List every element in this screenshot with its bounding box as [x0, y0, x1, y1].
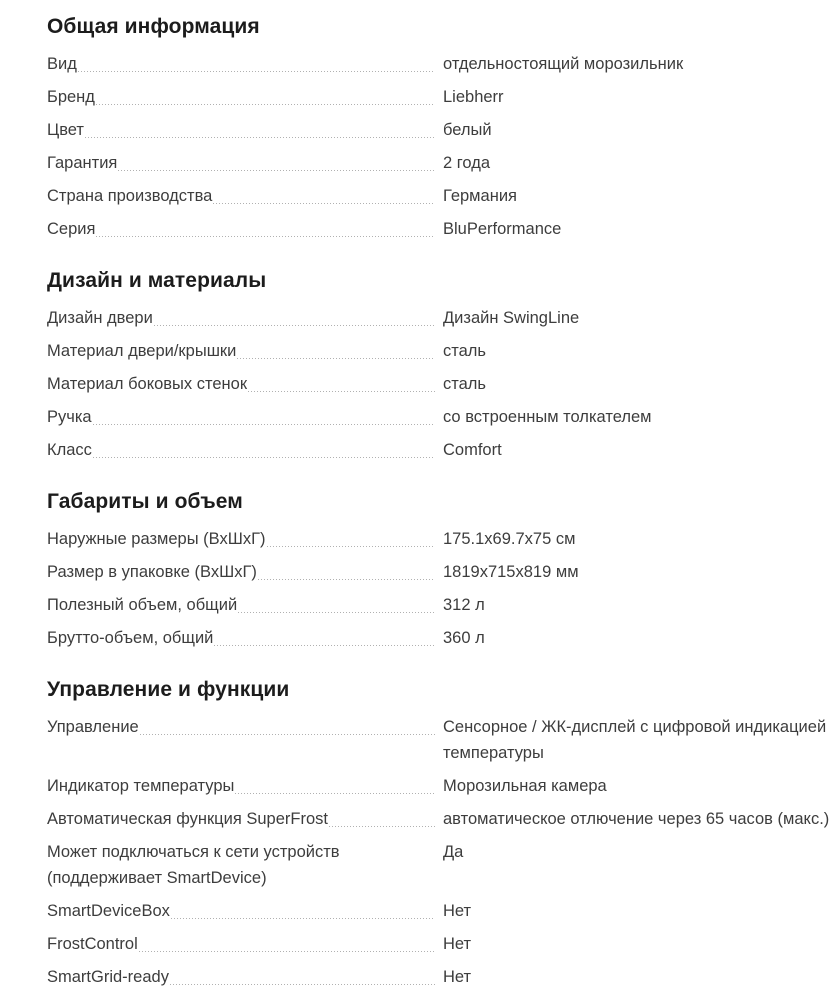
- spec-label-cell: [47, 964, 443, 990]
- spec-value: 312 л: [443, 596, 485, 614]
- spec-label: Материал двери/крышки: [47, 342, 237, 360]
- spec-row: [47, 180, 830, 213]
- dotted-leader: [248, 391, 435, 392]
- spec-label: Ручка: [47, 408, 92, 426]
- dotted-leader: [258, 579, 435, 580]
- dotted-leader: [329, 826, 435, 827]
- spec-row: [47, 368, 830, 401]
- spec-value: Нет: [443, 968, 472, 986]
- spec-value: сталь: [443, 342, 487, 360]
- spec-row: [47, 836, 830, 895]
- spec-value: Comfort: [443, 441, 502, 459]
- section-rows: [47, 48, 830, 246]
- spec-label-cell: [47, 839, 443, 891]
- dotted-leader: [267, 546, 435, 547]
- spec-row: [47, 81, 830, 114]
- spec-label: Серия: [47, 220, 96, 238]
- spec-label-cell: [47, 898, 443, 924]
- spec-row: [47, 928, 830, 961]
- spec-label-cell: [47, 305, 443, 331]
- spec-label: Вид: [47, 55, 77, 73]
- spec-label: Наружные размеры (ВхШхГ): [47, 530, 266, 548]
- spec-label-cell: [47, 338, 443, 364]
- spec-value: 175.1x69.7x75 см: [443, 530, 576, 548]
- spec-label-cell: [47, 150, 443, 176]
- spec-label-cell: [47, 404, 443, 430]
- dotted-leader: [238, 612, 435, 613]
- spec-label: Гарантия: [47, 154, 118, 172]
- spec-row: [47, 622, 830, 655]
- spec-label: Бренд: [47, 88, 95, 106]
- dotted-leader: [214, 645, 435, 646]
- spec-label-cell: [47, 625, 443, 651]
- spec-label-cell: [47, 526, 443, 552]
- spec-row: [47, 401, 830, 434]
- spec-label: Брутто-объем, общий: [47, 629, 214, 647]
- spec-value: Морозильная камера: [443, 777, 607, 795]
- spec-label: Класс: [47, 441, 92, 459]
- spec-section: [47, 487, 830, 655]
- section-title: Дизайн и материалы: [47, 269, 267, 292]
- spec-value: отдельностоящий морозильник: [443, 55, 684, 73]
- spec-row: [47, 589, 830, 622]
- spec-label: Страна производства: [47, 187, 213, 205]
- spec-section: [47, 266, 830, 467]
- spec-label: Индикатор температуры: [47, 777, 235, 795]
- spec-value: сталь: [443, 375, 487, 393]
- spec-row: [47, 48, 830, 81]
- section-title: Габариты и объем: [47, 490, 243, 513]
- spec-label: FrostControl: [47, 935, 138, 953]
- spec-row: [47, 434, 830, 467]
- spec-label: SmartGrid-ready: [47, 968, 169, 986]
- spec-label-cell: [47, 806, 443, 832]
- spec-label-cell: [47, 714, 443, 740]
- section-rows: [47, 711, 830, 994]
- spec-label: Материал боковых стенок: [47, 375, 248, 393]
- spec-value: 2 года: [443, 154, 491, 172]
- spec-value: Сенсорное / ЖК-дисплей с цифровой индикацией температуры: [443, 718, 827, 762]
- spec-value: Нет: [443, 935, 472, 953]
- spec-value: автоматическое отлючение через 65 часов (макс.): [443, 810, 830, 828]
- spec-label: Управление: [47, 718, 139, 736]
- section-title: Общая информация: [47, 15, 260, 38]
- spec-value: белый: [443, 121, 492, 139]
- dotted-leader: [237, 358, 435, 359]
- dotted-leader: [78, 71, 435, 72]
- spec-label: Дизайн двери: [47, 309, 153, 327]
- spec-label-cell: [47, 117, 443, 143]
- spec-value: BluPerformance: [443, 220, 562, 238]
- spec-row: [47, 114, 830, 147]
- spec-value: Да: [443, 843, 464, 861]
- spec-row: [47, 523, 830, 556]
- spec-label-cell: [47, 84, 443, 110]
- section-rows: [47, 302, 830, 467]
- spec-row: [47, 556, 830, 589]
- spec-row: [47, 895, 830, 928]
- dotted-leader: [140, 734, 435, 735]
- spec-label-cell: [47, 437, 443, 463]
- spec-value: Дизайн SwingLine: [443, 309, 580, 327]
- spec-section: [47, 675, 830, 994]
- section-title: Управление и функции: [47, 678, 290, 701]
- spec-row: [47, 770, 830, 803]
- spec-value: Нет: [443, 902, 472, 920]
- dotted-leader: [171, 918, 435, 919]
- spec-value: Германия: [443, 187, 517, 205]
- dotted-leader: [235, 793, 435, 794]
- spec-value: Liebherr: [443, 88, 504, 106]
- spec-row: [47, 335, 830, 368]
- dotted-leader: [213, 203, 435, 204]
- dotted-leader: [154, 325, 435, 326]
- spec-label: SmartDeviceBox: [47, 902, 170, 920]
- dotted-leader: [170, 984, 435, 985]
- spec-label-cell: [47, 559, 443, 585]
- spec-row: [47, 961, 830, 994]
- spec-label-cell: [47, 183, 443, 209]
- dotted-leader: [93, 457, 435, 458]
- dotted-leader: [93, 424, 435, 425]
- spec-label-cell: [47, 51, 443, 77]
- spec-label-cell: [47, 931, 443, 957]
- dotted-leader: [85, 137, 435, 138]
- spec-label-cell: [47, 773, 443, 799]
- spec-row: [47, 213, 830, 246]
- spec-row: [47, 803, 830, 836]
- spec-row: [47, 302, 830, 335]
- spec-value: 1819x715x819 мм: [443, 563, 579, 581]
- spec-section: [47, 12, 830, 246]
- spec-value: 360 л: [443, 629, 485, 647]
- spec-label: Полезный объем, общий: [47, 596, 238, 614]
- spec-value: со встроенным толкателем: [443, 408, 652, 426]
- dotted-leader: [139, 951, 435, 952]
- spec-label: Автоматическая функция SuperFrost: [47, 810, 328, 828]
- section-rows: [47, 523, 830, 655]
- spec-label-cell: [47, 216, 443, 242]
- spec-label-cell: [47, 371, 443, 397]
- spec-row: [47, 711, 830, 770]
- spec-label: Может подключаться к сети устройств (поддерживает SmartDevice): [47, 843, 340, 887]
- spec-label: Размер в упаковке (ВхШхГ): [47, 563, 257, 581]
- dotted-leader: [96, 236, 435, 237]
- dotted-leader: [96, 104, 435, 105]
- spec-label: Цвет: [47, 121, 84, 139]
- spec-sections-container: [47, 12, 830, 994]
- dotted-leader: [118, 170, 435, 171]
- spec-row: [47, 147, 830, 180]
- spec-label-cell: [47, 592, 443, 618]
